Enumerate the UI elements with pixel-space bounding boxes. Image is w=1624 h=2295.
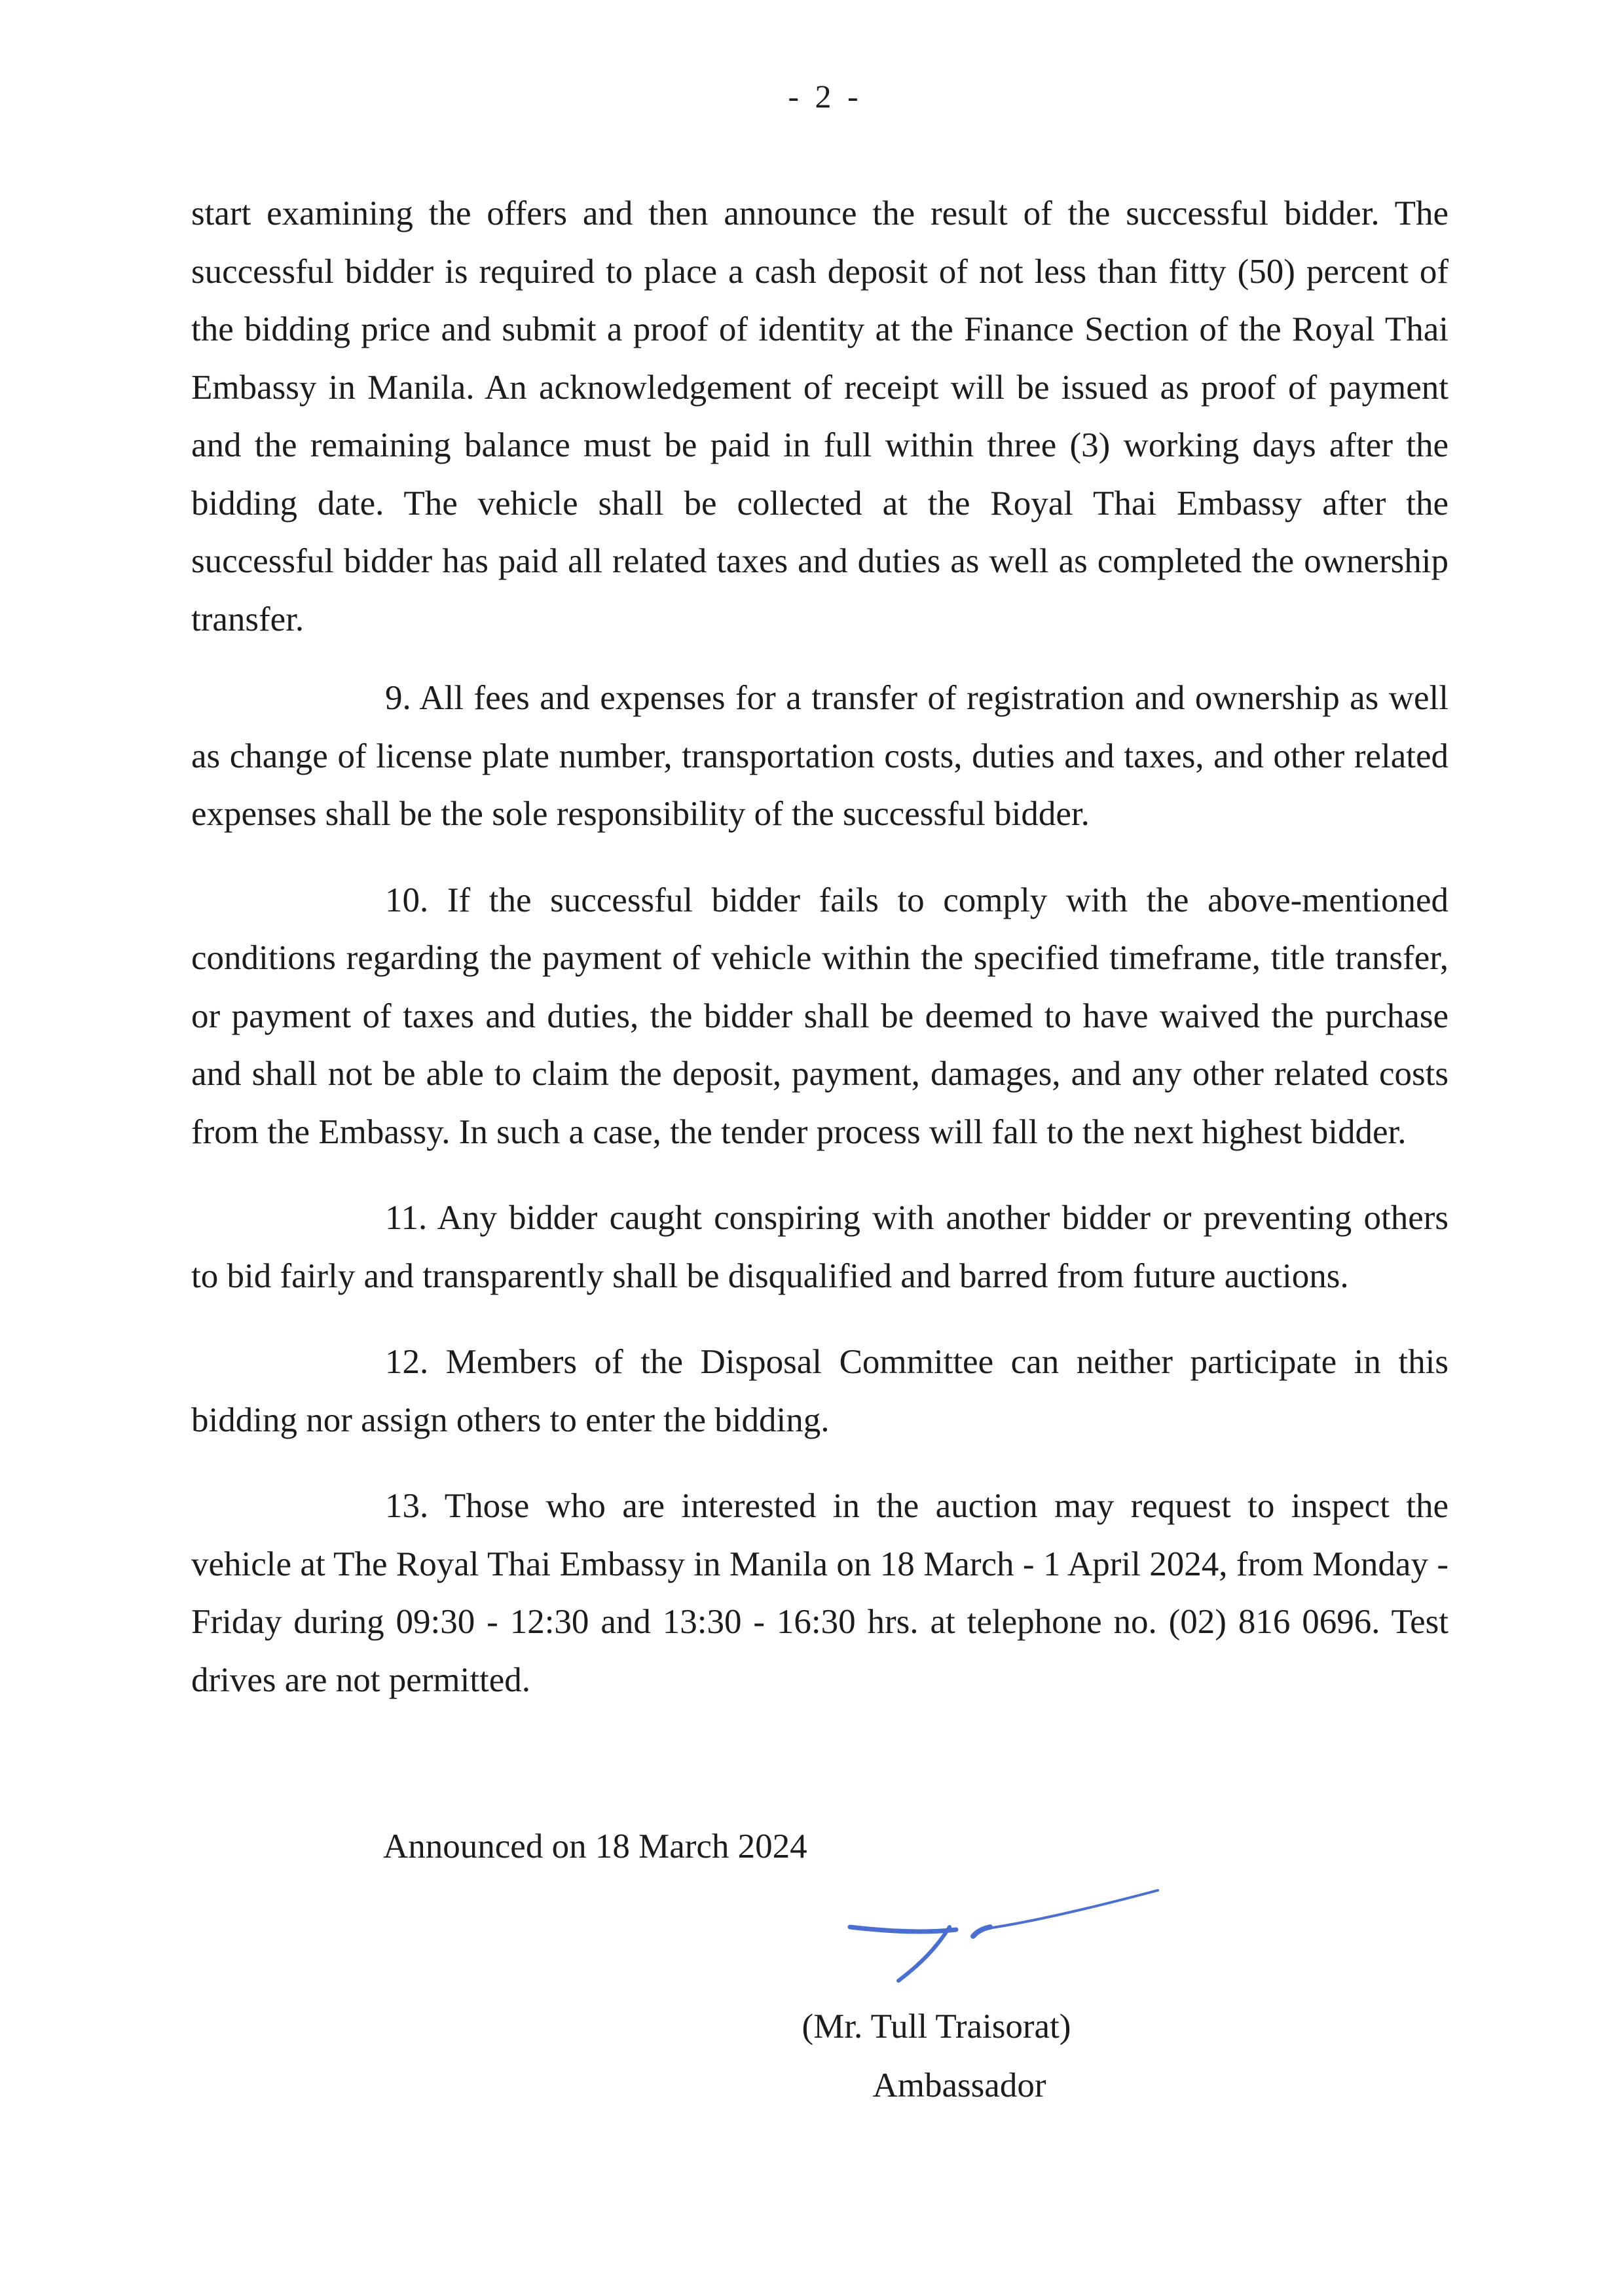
paragraph-item-13: 13. Those who are interested in the auction may request to inspect the vehicle at The Royal Thai Embassy in Manila on 18 March - 1 April 2024, from Monday - Friday during 09:30 - 12:30 and 13:30 - 16:30 hrs. at telephone no. (02) 816 0696. Test drives are not permitted. [191,1487,1449,1699]
document-body [191,185,1449,1737]
announcement-date: Announced on 18 March 2024 [383,1827,807,1865]
page-number: - 2 - [788,78,862,115]
paragraph-continuation: start examining the offers and then announce the result of the successful bidder. The successful bidder is required to place a cash deposit of not less than fitty (50) percent of the bidding price and submit a proof of identity at the Finance Section of the Royal Thai Embassy in Manila. An acknowledgement of receipt will be issued as proof of payment and the remaining balance must be paid in full within three (3) working days after the bidding date. The vehicle shall be collected at the Royal Thai Embassy after the successful bidder has paid all related taxes and duties as well as completed the ownership transfer. [191,194,1449,638]
paragraph-item-9: 9. All fees and expenses for a transfer of registration and ownership as well as change of license plate number, transportation costs, duties and taxes, and other related expenses shall be the sole responsibility of the successful bidder. [191,679,1449,833]
signatory-name: (Mr. Tull Traisorat) [802,2008,1071,2046]
signatory-title: Ambassador [872,2066,1046,2104]
signature-stroke-right [979,1890,1158,1930]
signature-stroke-hook [973,1927,990,1936]
signature-stroke-diagonal [898,1927,950,1981]
signature-stroke-left [850,1927,956,1932]
handwritten-signature [845,1889,1185,1994]
paragraph-item-10: 10. If the successful bidder fails to comply with the above-mentioned conditions regarding the payment of vehicle within the specified timeframe, title transfer, or payment of taxes and duties, the bidder shall be deemed to have waived the purchase and shall not be able to claim the deposit, payment, damages, and any other related costs from the Embassy. In such a case, the tender process will fall to the next highest bidder. [191,881,1449,1151]
paragraph-item-12: 12. Members of the Disposal Committee can neither participate in this bidding nor assign others to enter the bidding. [191,1343,1449,1439]
paragraph-item-11: 11. Any bidder caught conspiring with another bidder or preventing others to bid fairly and transparently shall be disqualified and barred from future auctions. [191,1199,1449,1295]
